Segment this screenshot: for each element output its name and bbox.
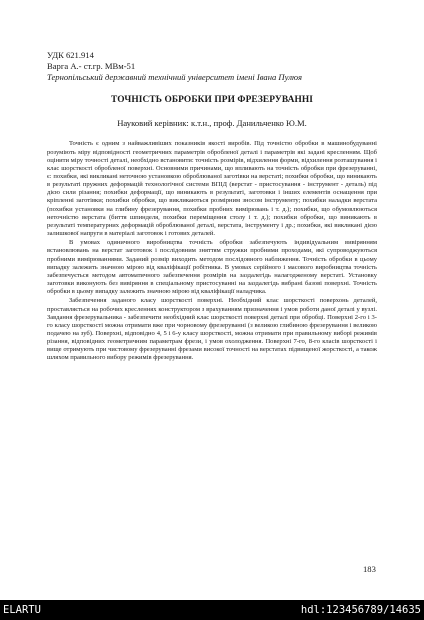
paragraph: В умовах одиничного виробництва точність обробки забезпечують індивідуальним вивірянням встановлювань на верстат заготовок і послідовним зняттям стружки пробними проходами, які супроводжуються пробними вимірюваннями. Заданий розмір виходить методом послідовного наближення. Точність обробки в цьому випадку залежить значною мірою від кваліфікації робітника. В умовах серійного і масового виробництва точність забезпечується методом автоматичного забезпечення розмірів на заздалегідь налагодженому верстаті. Установку заготовки виконують без вивіряння в спеціальному пристосуванні на заздалегідь вибрані базові поверхні. Точність обробки в цьому випадку залежить значною мірою від кваліфікації наладчика. (47, 239, 377, 296)
paragraph: Забезпечення заданого класу шорсткості поверхні. Необхідний клас шорсткості поверхонь деталей, проставляється на робочих кресленнях конструктором з врахуванням призначення і умов роботи даної деталі у вузлі. Завдання фрезерувальника - забезпечити необхідний клас шорсткості поверхні деталі при обробці. Поверхні 2-го і 3-го класу шорсткості можна отримати вже при чорновому фрезеруванні (з великою глибиною фрезерування і великою подачею на зуб). Поверхні, відповідно 4, 5 і 6-у класу шорсткості, можна отримати при правильному виборі режимів різання, відповідних геометричним параметрам фрези, і умов охолодження. Поверхні 7-го, 8-го класів шорсткості і вище отримують при чистовому фрезеруванні фрезами високої точності на верстатах підвищеної жорсткості, а також шляхом правильного вибору режимів фрезерування. (47, 297, 377, 362)
document-body (47, 50, 377, 364)
handle-identifier[interactable]: hdl:123456789/14635 (300, 604, 421, 616)
author-line: Варга А.- ст.гр. МВм-51 (47, 60, 136, 71)
institution-line: Тернопільський державний технічний університет імені Івана Пулюя (47, 71, 303, 82)
article-text (47, 140, 377, 362)
udc-code: УДК 621.914 (47, 50, 94, 60)
scientific-advisor: Науковий керівник: к.т.н., проф. Данильченко Ю.М. (117, 118, 307, 129)
page-number: 183 (363, 564, 376, 574)
repository-name[interactable]: ELARTU (3, 604, 41, 616)
repository-footer (0, 600, 424, 620)
paragraph: Точність є одним з найважливіших показників якості виробів. Під точністю обробки в машинобудуванні розуміють міру відповідності геометричних параметрів обробленої деталі і параметрів які задані кресленням. Щоб оцінити міру точності деталі, необхідно встановити: точність розмірів, відхилення форми, відхилення розташування і клас шорсткості обробленої поверхні. Основними причинами, що впливають на точність обробки при фрезеруванні, є: похибки, які викликані неточною установкою оброблюваної заготівки на верстаті; похибки обробки, що виникають в результаті пружних деформацій технологічної системи ВПІД (верстат - пристосування - інструмент - деталь) під дією сили різання; похибки деформації, що виникають в результаті, заготовки і інших елементів оснащення при кріпленні заготівки; похибки обробки, що викликаються розмірним зносом інструменту; похибки наладки верстата (похибки установки на глибину фрезерування, похибки пробних вимірювань і т. д.); похибки, що обумовлюються неточністю верстата (биття шпинделя, похибки переміщення столу і т. д.); похибки обробки, що виникають в результаті температурних деформацій оброблюваної деталі, верстата, інструменту і др.; похибки, які викликані дією залишкової напруги в матеріалі заготовок і готових деталей. (47, 140, 377, 238)
article-title: ТОЧНІСТЬ ОБРОБКИ ПРИ ФРЕЗЕРУВАННІ (111, 95, 313, 106)
